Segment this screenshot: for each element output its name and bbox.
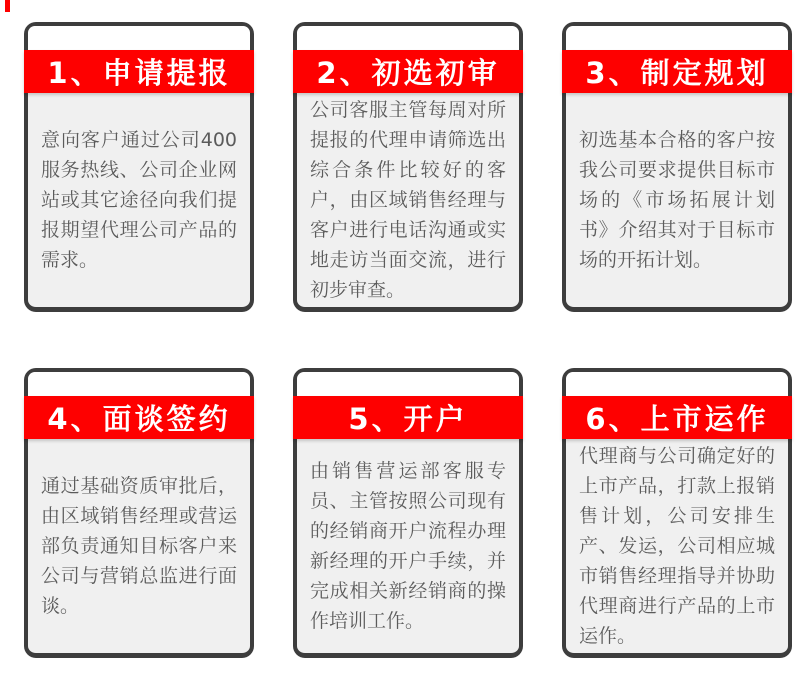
card-top-strip — [566, 372, 788, 396]
step-4-description: 通过基础资质审批后，由区域销售经理或营运部负责通知目标客户来公司与营销总监进行面谈。 — [41, 475, 237, 617]
step-3-description-area — [566, 93, 788, 307]
step-3-banner — [562, 50, 792, 93]
card-top-strip — [566, 26, 788, 50]
step-6-title: 6、上市运作 — [585, 402, 769, 436]
step-5-banner — [293, 396, 523, 439]
step-1-description-area — [28, 93, 250, 307]
step-5-description: 由销售营运部客服专员、主管按照公司现有的经销商开户流程办理新经理的开户手续，并完成相关新经销商的操作培训工作。 — [310, 460, 506, 632]
step-1-banner — [24, 50, 254, 93]
card-top-strip — [28, 26, 250, 50]
step-1-title: 1、申请提报 — [47, 56, 231, 90]
step-card-3 — [562, 22, 792, 312]
step-6-description: 代理商与公司确定好的上市产品，打款上报销售计划，公司安排生产、发运，公司相应城市销售经理指导并协助代理商进行产品的上市运作。 — [579, 445, 775, 647]
step-3-title: 3、制定规划 — [585, 56, 769, 90]
step-card-5 — [293, 368, 523, 658]
top-left-red-accent — [5, 0, 10, 12]
step-card-4 — [24, 368, 254, 658]
step-2-title: 2、初选初审 — [316, 56, 500, 90]
card-top-strip — [297, 372, 519, 396]
step-2-description: 公司客服主管每周对所提报的代理申请筛选出综合条件比较好的客户，由区域销售经理与客户进行电话沟通或实地走访当面交流，进行初步审查。 — [310, 99, 506, 301]
step-2-description-area — [297, 93, 519, 307]
step-4-title: 4、面谈签约 — [47, 402, 231, 436]
step-6-banner — [562, 396, 792, 439]
step-3-description: 初选基本合格的客户按我公司要求提供目标市场的《市场拓展计划书》介绍其对于目标市场的开拓计划。 — [579, 129, 775, 271]
step-card-1 — [24, 22, 254, 312]
card-top-strip — [297, 26, 519, 50]
step-5-title: 5、开户 — [348, 402, 468, 436]
step-card-2 — [293, 22, 523, 312]
step-4-banner — [24, 396, 254, 439]
steps-grid — [24, 22, 792, 658]
step-5-description-area — [297, 439, 519, 653]
step-card-6 — [562, 368, 792, 658]
step-2-banner — [293, 50, 523, 93]
step-4-description-area — [28, 439, 250, 653]
card-top-strip — [28, 372, 250, 396]
step-1-description: 意向客户通过公司400服务热线、公司企业网站或其它途径向我们提报期望代理公司产品的需求。 — [41, 129, 237, 271]
step-6-description-area — [566, 439, 788, 653]
